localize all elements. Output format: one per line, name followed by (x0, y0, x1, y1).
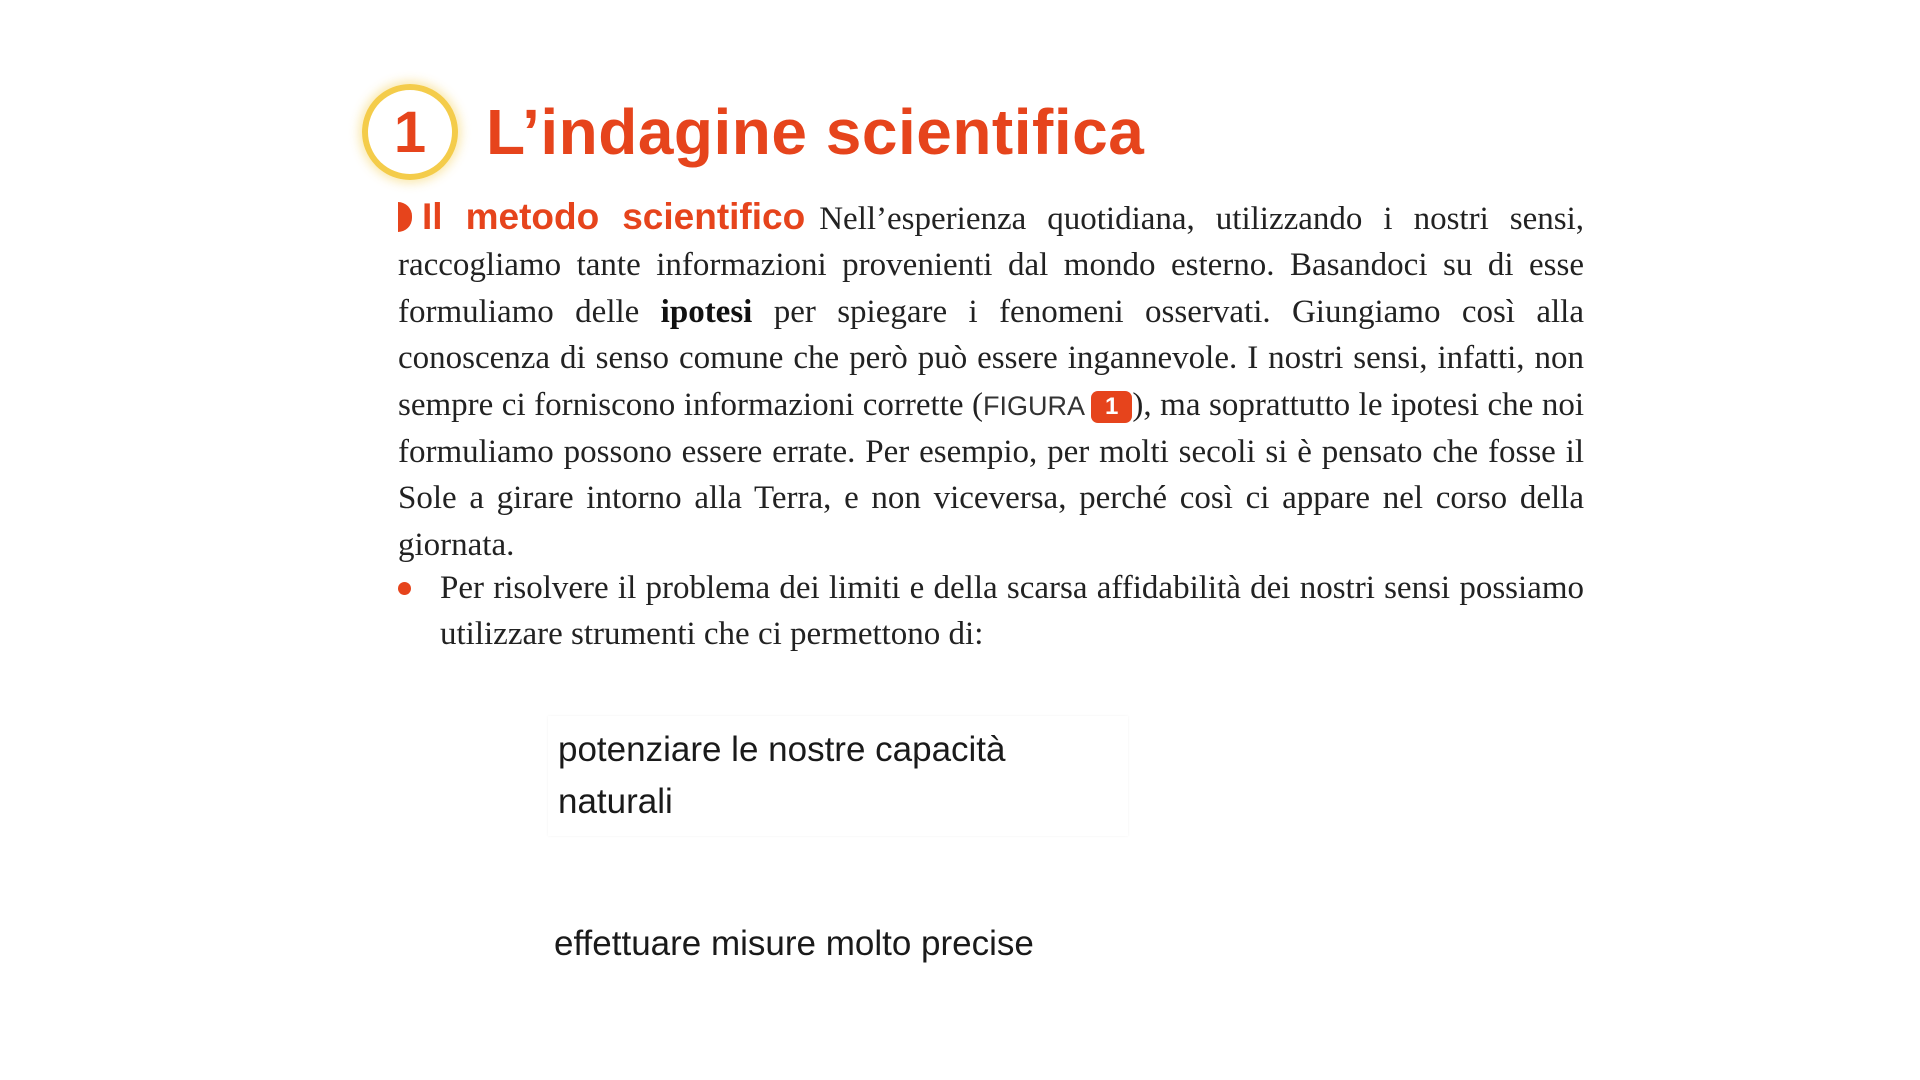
bullet-text: Per risolvere il problema dei limiti e della scarsa affidabilità dei nostri sensi possiamo utilizzare strumenti che ci permettono di: (440, 570, 1584, 653)
figure-reference-label: FIGURA (983, 390, 1086, 421)
paragraph-text-part-2: per spiegare i fenomeni osservati. Giungiamo così alla conoscenza di senso comune che però può essere ingannevole. I nostri sensi, infatti, non sempre ci forniscono informazioni corrette ( (398, 293, 1584, 423)
section-number-badge: 1 (362, 84, 458, 180)
subheading (398, 196, 805, 237)
answer-option-2[interactable]: effettuare misure molto precise (554, 918, 1134, 970)
section-header (362, 72, 1144, 192)
intro-paragraph (398, 194, 1584, 568)
bullet-dot-icon (398, 582, 411, 595)
bold-term-ipotesi: ipotesi (660, 293, 753, 330)
figure-reference-badge[interactable]: 1 (1091, 391, 1132, 423)
answer-option-1[interactable]: potenziare le nostre capacità naturali (548, 716, 1128, 836)
paragraph-text-part-1: Nell’esperienza quotidiana, utilizzando i nostri sensi, raccogliamo tante informazioni provenienti dal mondo esterno. Basandoci su di esse formuliamo delle (398, 201, 1584, 330)
paragraph-text-part-3: ), ma soprattutto le ipotesi che noi formuliamo possono essere errate. Per esempio, per molti secoli si è pensato che fosse il Sole a girare intorno alla Terra, e non viceversa, perché così ci appare nel corso della giornata. (398, 386, 1584, 563)
section-title: L’indagine scientifica (486, 96, 1145, 168)
subheading-text: Il metodo scientifico (422, 196, 806, 237)
bullet-item (398, 565, 1584, 658)
half-circle-marker-icon (398, 202, 412, 232)
